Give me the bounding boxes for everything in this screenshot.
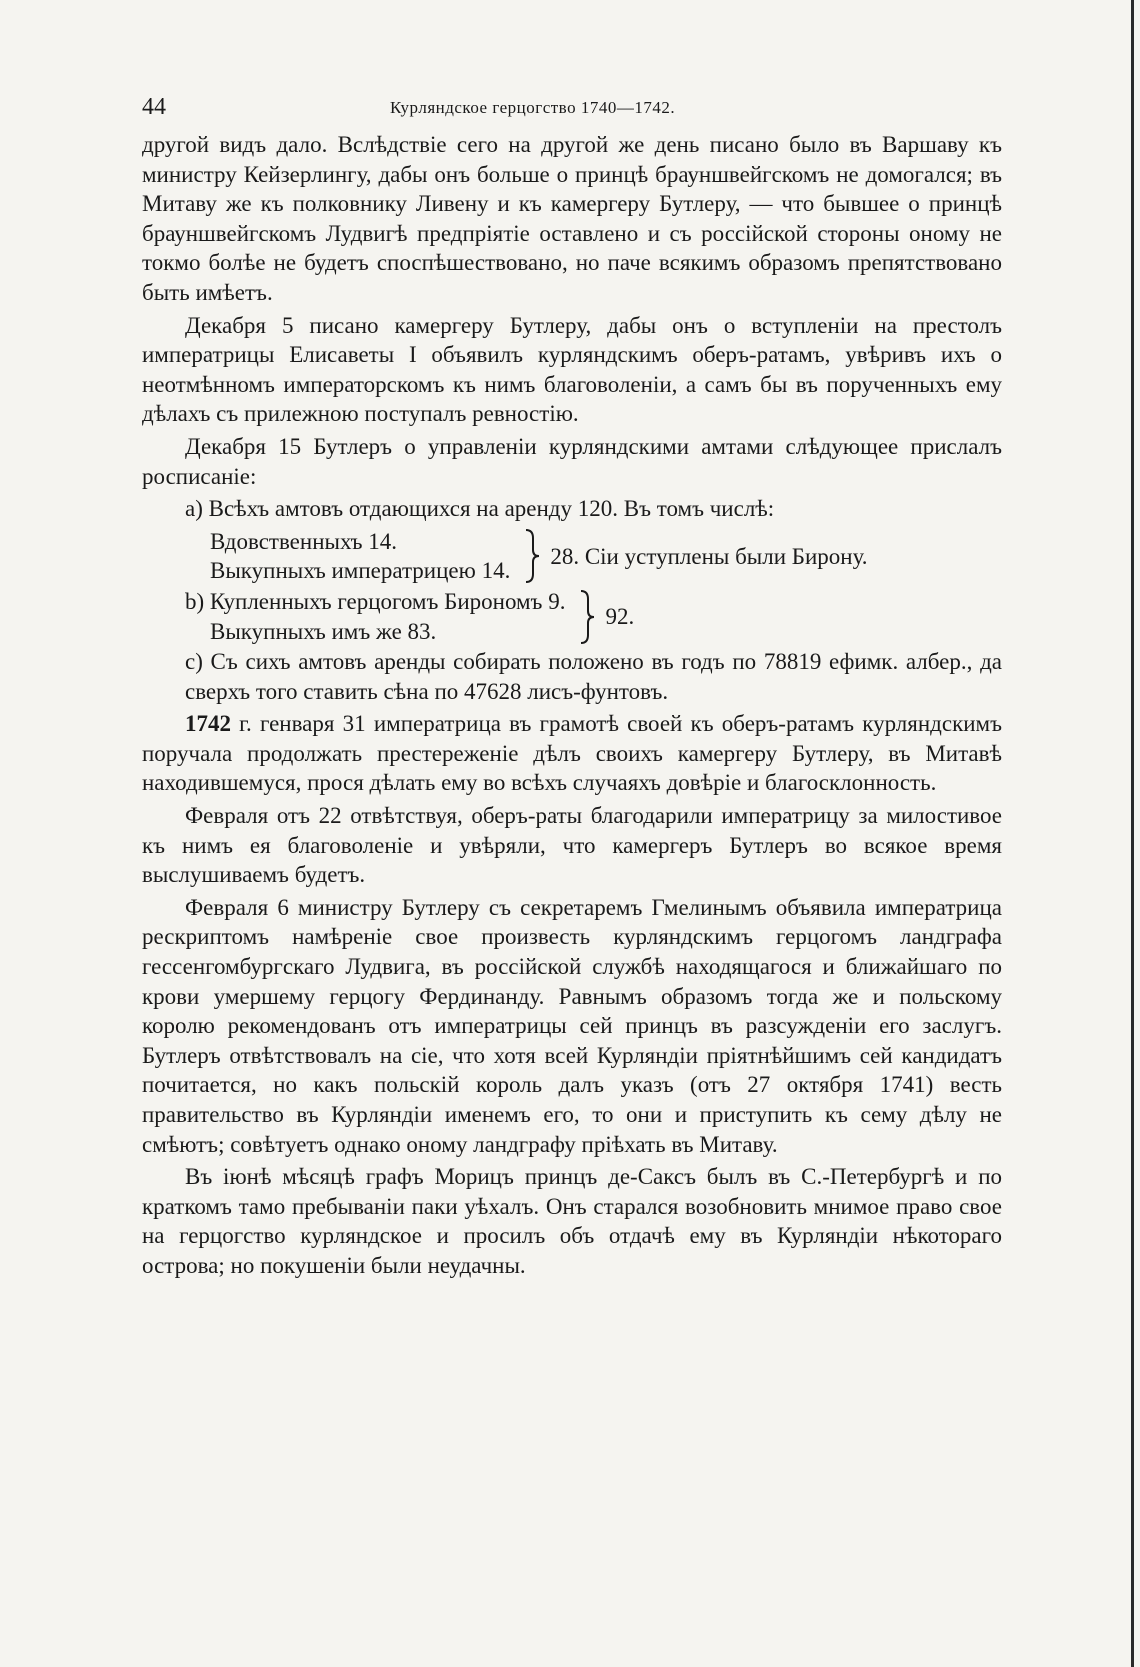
amt-group-b-lines xyxy=(142,587,565,646)
amt-group-b-line-2: Выкупныхъ имъ же 83. xyxy=(210,618,437,644)
body-text xyxy=(142,130,1002,1284)
list-item-c: c) Съ сихъ амтовъ аренды собирать положено въ годъ по 78819 ефимк. албер., да сверхъ того ставить сѣна по 47628 лисъ-фунтовъ. xyxy=(185,649,1002,704)
amt-group-a-line-2: Выкупныхъ императрицею 14. xyxy=(210,558,511,584)
page-header xyxy=(142,94,1002,128)
paragraph-2: Декабря 5 писано камергеру Бутлеру, дабы онъ о вступленіи на престолъ императрицы Елисаветы I объявилъ курляндскимъ оберъ-ратамъ, увѣривъ ихъ о неотмѣнномъ императорскомъ къ нимъ благоволеніи, а самъ бы въ порученныхъ ему дѣлахъ съ прилежною поступалъ ревностію. xyxy=(142,312,1002,427)
amt-group-a-line-1: Вдовственныхъ 14. xyxy=(210,528,397,554)
paragraph-1: другой видъ дало. Вслѣдствіе сего на другой же день писано было въ Варшаву къ министру Кейзерлингу, дабы онъ больше о принцѣ брауншвейгскомъ не домогался; въ Митаву же къ полковнику Ливену и къ камергеру Бутлеру, — что бывшее о принцѣ брауншвейгскомъ Лудвигѣ предпріятіе оставлено и съ россійской стороны оному не токмо болѣе не будетъ споспѣшествовано, но паче всякимъ образомъ препятствовано быть имѣетъ. xyxy=(142,132,1002,305)
amt-group-b xyxy=(142,587,1002,646)
curly-brace-a xyxy=(524,528,542,584)
amt-group-a xyxy=(142,527,1002,586)
curly-brace-b xyxy=(579,589,597,645)
paragraph-4-text: г. генваря 31 императрица въ грамотѣ своей къ оберъ-ратамъ курляндскимъ поручала продолжать престереженіе дѣлъ своихъ камергеру Бутлеру, въ Митавѣ находившемуся, прося дѣлать ему во всѣхъ случаяхъ довѣріе и благосклонность. xyxy=(142,711,1002,796)
paragraph-7: Въ іюнѣ мѣсяцѣ графъ Морицъ принцъ де-Саксъ былъ въ С.-Петербургѣ и по краткомъ тамо пребываніи паки уѣхалъ. Онъ старался возобновить мнимое право свое на герцогство курляндское и просилъ объ отдачѣ ему въ Курляндіи нѣкотораго острова; но покушеніи были неудачны. xyxy=(142,1164,1002,1278)
page-number: 44 xyxy=(142,94,166,120)
paragraph-4 xyxy=(142,709,1002,798)
page-edge-line xyxy=(1131,0,1134,1667)
paragraph-3: Декабря 15 Бутлеръ о управленіи курляндскими амтами слѣдующее прислалъ росписаніе: xyxy=(142,433,1002,489)
paragraph-5: Февраля отъ 22 отвѣтствуя, оберъ-раты благодарили императрицу за милостивое къ нимъ ея благоволеніе и увѣряли, что камергеръ Бутлеръ во всякое время выслушиваемъ будетъ. xyxy=(142,803,1002,888)
amt-group-a-note: 28. Сіи уступлены были Бирону. xyxy=(550,543,868,569)
list-item-a: а) Всѣхъ амтовъ отдающихся на аренду 120. Въ томъ числѣ: xyxy=(185,496,775,522)
amt-group-b-line-1: b) Купленныхъ герцогомъ Бирономъ 9. xyxy=(185,588,566,614)
running-title: Курляндское герцогство 1740—1742. xyxy=(390,98,676,117)
amt-group-b-note: 92. xyxy=(605,603,635,629)
year-1742: 1742 xyxy=(185,711,231,737)
paragraph-6: Февраля 6 министру Бутлеру съ секретаремъ Гмелинымъ объявила императрица рескриптомъ намѣреніе свое произвесть курляндскимъ герцогомъ ландграфа гессенгомбургскаго Лудвига, въ россійской службѣ находящагося и ближайшаго по крови умершему герцогу Фердинанду. Равнымъ образомъ тогда же и польскому королю рекомендованъ отъ императрицы сей принцъ въ разсужденіи его заслугъ. Бутлеръ отвѣтствовалъ на сіе, что хотя всей Курляндіи пріятнѣйшимъ сей кандидатъ почитается, но какъ польскій король далъ указъ (отъ 27 октября 1741) весть правительство въ Курляндіи именемъ его, то они и приступить къ сему дѣлу не смѣютъ; совѣтуетъ однако оному ландграфу пріѣхать въ Митаву. xyxy=(142,894,1002,1157)
amt-group-a-lines xyxy=(142,527,510,586)
